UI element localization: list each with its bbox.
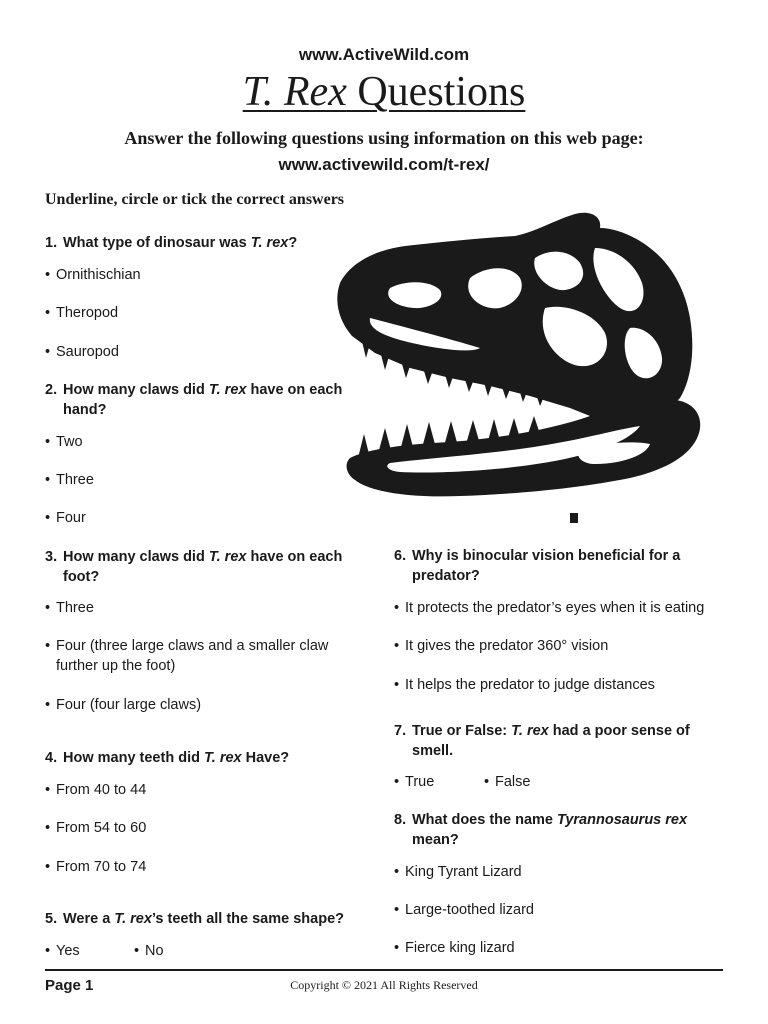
instruction: Answer the following questions using information on this web page: (124, 128, 644, 148)
option-label: From 70 to 74 (56, 859, 147, 875)
question-number: 7. (394, 723, 407, 739)
question-number: 6. (394, 548, 407, 564)
question-text-end: have on each (246, 549, 343, 565)
option-label: It protects the predator’s eyes when it is eating (405, 600, 705, 616)
question-text-line2: smell. (412, 743, 454, 759)
option-label: Two (56, 434, 83, 450)
question-7 (394, 721, 690, 761)
q2-option-1[interactable] (45, 432, 83, 452)
option-label: True (405, 774, 435, 790)
q8-option-1[interactable] (394, 862, 522, 882)
question-text-end: Have? (241, 750, 290, 766)
q3-option-3[interactable] (45, 695, 201, 715)
bullet: • (394, 600, 400, 616)
q5-option-1[interactable] (45, 941, 80, 961)
bullet: • (134, 943, 140, 959)
question-8 (394, 810, 687, 850)
bullet: • (45, 638, 51, 654)
q4-option-3[interactable] (45, 857, 146, 877)
question-text-end: ’s teeth all the same shape? (151, 911, 344, 927)
option-label: Large-toothed lizard (405, 902, 534, 918)
option-label: Fierce king lizard (405, 940, 515, 956)
question-text-line2: predator? (412, 568, 480, 584)
question-text-line2: hand? (63, 402, 107, 418)
q2-option-2[interactable] (45, 470, 94, 490)
question-number: 3. (45, 549, 58, 565)
site-url: www.ActiveWild.com (298, 45, 470, 64)
q6-option-3[interactable] (394, 675, 655, 695)
title-rest: Questions (346, 69, 526, 115)
question-4 (45, 748, 289, 768)
q1-option-3[interactable] (45, 342, 119, 362)
question-number: 4. (45, 750, 58, 766)
question-text-line2: mean? (412, 832, 459, 848)
question-number: 5. (45, 911, 58, 927)
question-3 (45, 547, 342, 587)
option-label: King Tyrant Lizard (405, 864, 522, 880)
bullet: • (45, 434, 51, 450)
q7-option-1[interactable] (394, 772, 434, 792)
bullet: • (45, 697, 51, 713)
question-text: How many teeth did (63, 750, 204, 766)
q8-option-3[interactable] (394, 938, 515, 958)
question-emphasis: T. rex (204, 750, 242, 766)
question-text: Were a (63, 911, 115, 927)
question-text: How many claws did (63, 382, 209, 398)
question-text-end: ? (288, 235, 298, 251)
option-label-line2: further up the foot) (56, 658, 176, 674)
bullet: • (394, 940, 400, 956)
option-label: Four (four large claws) (56, 697, 202, 713)
option-label: From 40 to 44 (56, 782, 147, 798)
question-emphasis: T. rex (208, 382, 247, 398)
question-2 (45, 380, 342, 420)
bullet: • (45, 510, 51, 526)
option-label: False (495, 774, 531, 790)
question-number: 2. (45, 382, 58, 398)
option-label: It gives the predator 360° vision (405, 638, 609, 654)
q8-option-2[interactable] (394, 900, 534, 920)
question-text: How many claws did (63, 549, 209, 565)
option-label: Yes (56, 943, 80, 959)
q4-option-2[interactable] (45, 818, 146, 838)
page-url: www.activewild.com/t-rex/ (278, 155, 490, 174)
option-label: From 54 to 60 (56, 820, 147, 836)
option-label: Ornithischian (56, 267, 141, 283)
title-italic: T. Rex (242, 69, 347, 115)
question-emphasis: T. rex (208, 549, 247, 565)
bullet: • (45, 600, 51, 616)
option-label: Three (56, 600, 94, 616)
question-emphasis: T. rex (511, 723, 549, 739)
q3-option-1[interactable] (45, 598, 94, 618)
question-text: What type of dinosaur was (63, 235, 251, 251)
question-emphasis: Tyrannosaurus rex (557, 812, 688, 828)
q1-option-2[interactable] (45, 303, 118, 323)
question-5 (45, 909, 344, 929)
question-text-line2: foot? (63, 569, 100, 585)
option-label: Theropod (56, 305, 119, 321)
question-text-end: had a poor sense of (548, 723, 690, 739)
question-number: 8. (394, 812, 407, 828)
footer-divider (45, 969, 723, 971)
q1-option-1[interactable] (45, 265, 141, 285)
option-label: No (145, 943, 164, 959)
option-label: It helps the predator to judge distances (405, 677, 655, 693)
question-text-end: have on each (246, 382, 343, 398)
bullet: • (394, 638, 400, 654)
sub-instruction: Underline, circle or tick the correct answers (45, 191, 345, 208)
bullet: • (45, 344, 51, 360)
question-number: 1. (45, 235, 58, 251)
bullet: • (45, 267, 51, 283)
bullet: • (45, 820, 51, 836)
q6-option-1[interactable] (394, 598, 704, 618)
option-label: Four (56, 510, 86, 526)
bullet: • (484, 774, 490, 790)
question-text: Why is binocular vision beneficial for a (412, 548, 681, 564)
q2-option-3[interactable] (45, 508, 86, 528)
option-label: Three (56, 472, 94, 488)
q3-option-2[interactable] (45, 636, 328, 676)
option-label: Four (three large claws and a smaller claw (56, 638, 329, 654)
bullet: • (394, 864, 400, 880)
question-1 (45, 233, 297, 253)
option-label: Sauropod (56, 344, 119, 360)
bullet: • (394, 677, 400, 693)
bullet: • (45, 305, 51, 321)
bullet: • (45, 943, 51, 959)
q6-option-2[interactable] (394, 636, 608, 656)
q5-option-2[interactable] (134, 941, 164, 961)
question-emphasis: T. rex (250, 235, 289, 251)
copyright: Copyright © 2021 All Rights Reserved (290, 978, 478, 992)
question-emphasis: T. rex (114, 911, 152, 927)
bullet: • (394, 902, 400, 918)
bullet: • (394, 774, 400, 790)
question-6 (394, 546, 680, 586)
q4-option-1[interactable] (45, 780, 146, 800)
page-title (0, 66, 768, 118)
question-text: What does the name (412, 812, 558, 828)
bullet: • (45, 782, 51, 798)
page-number: Page 1 (45, 977, 94, 994)
t-rex-skull-icon (330, 208, 726, 528)
question-text: True or False: (412, 723, 512, 739)
q7-option-2[interactable] (484, 772, 530, 792)
bullet: • (45, 472, 51, 488)
bullet: • (45, 859, 51, 875)
